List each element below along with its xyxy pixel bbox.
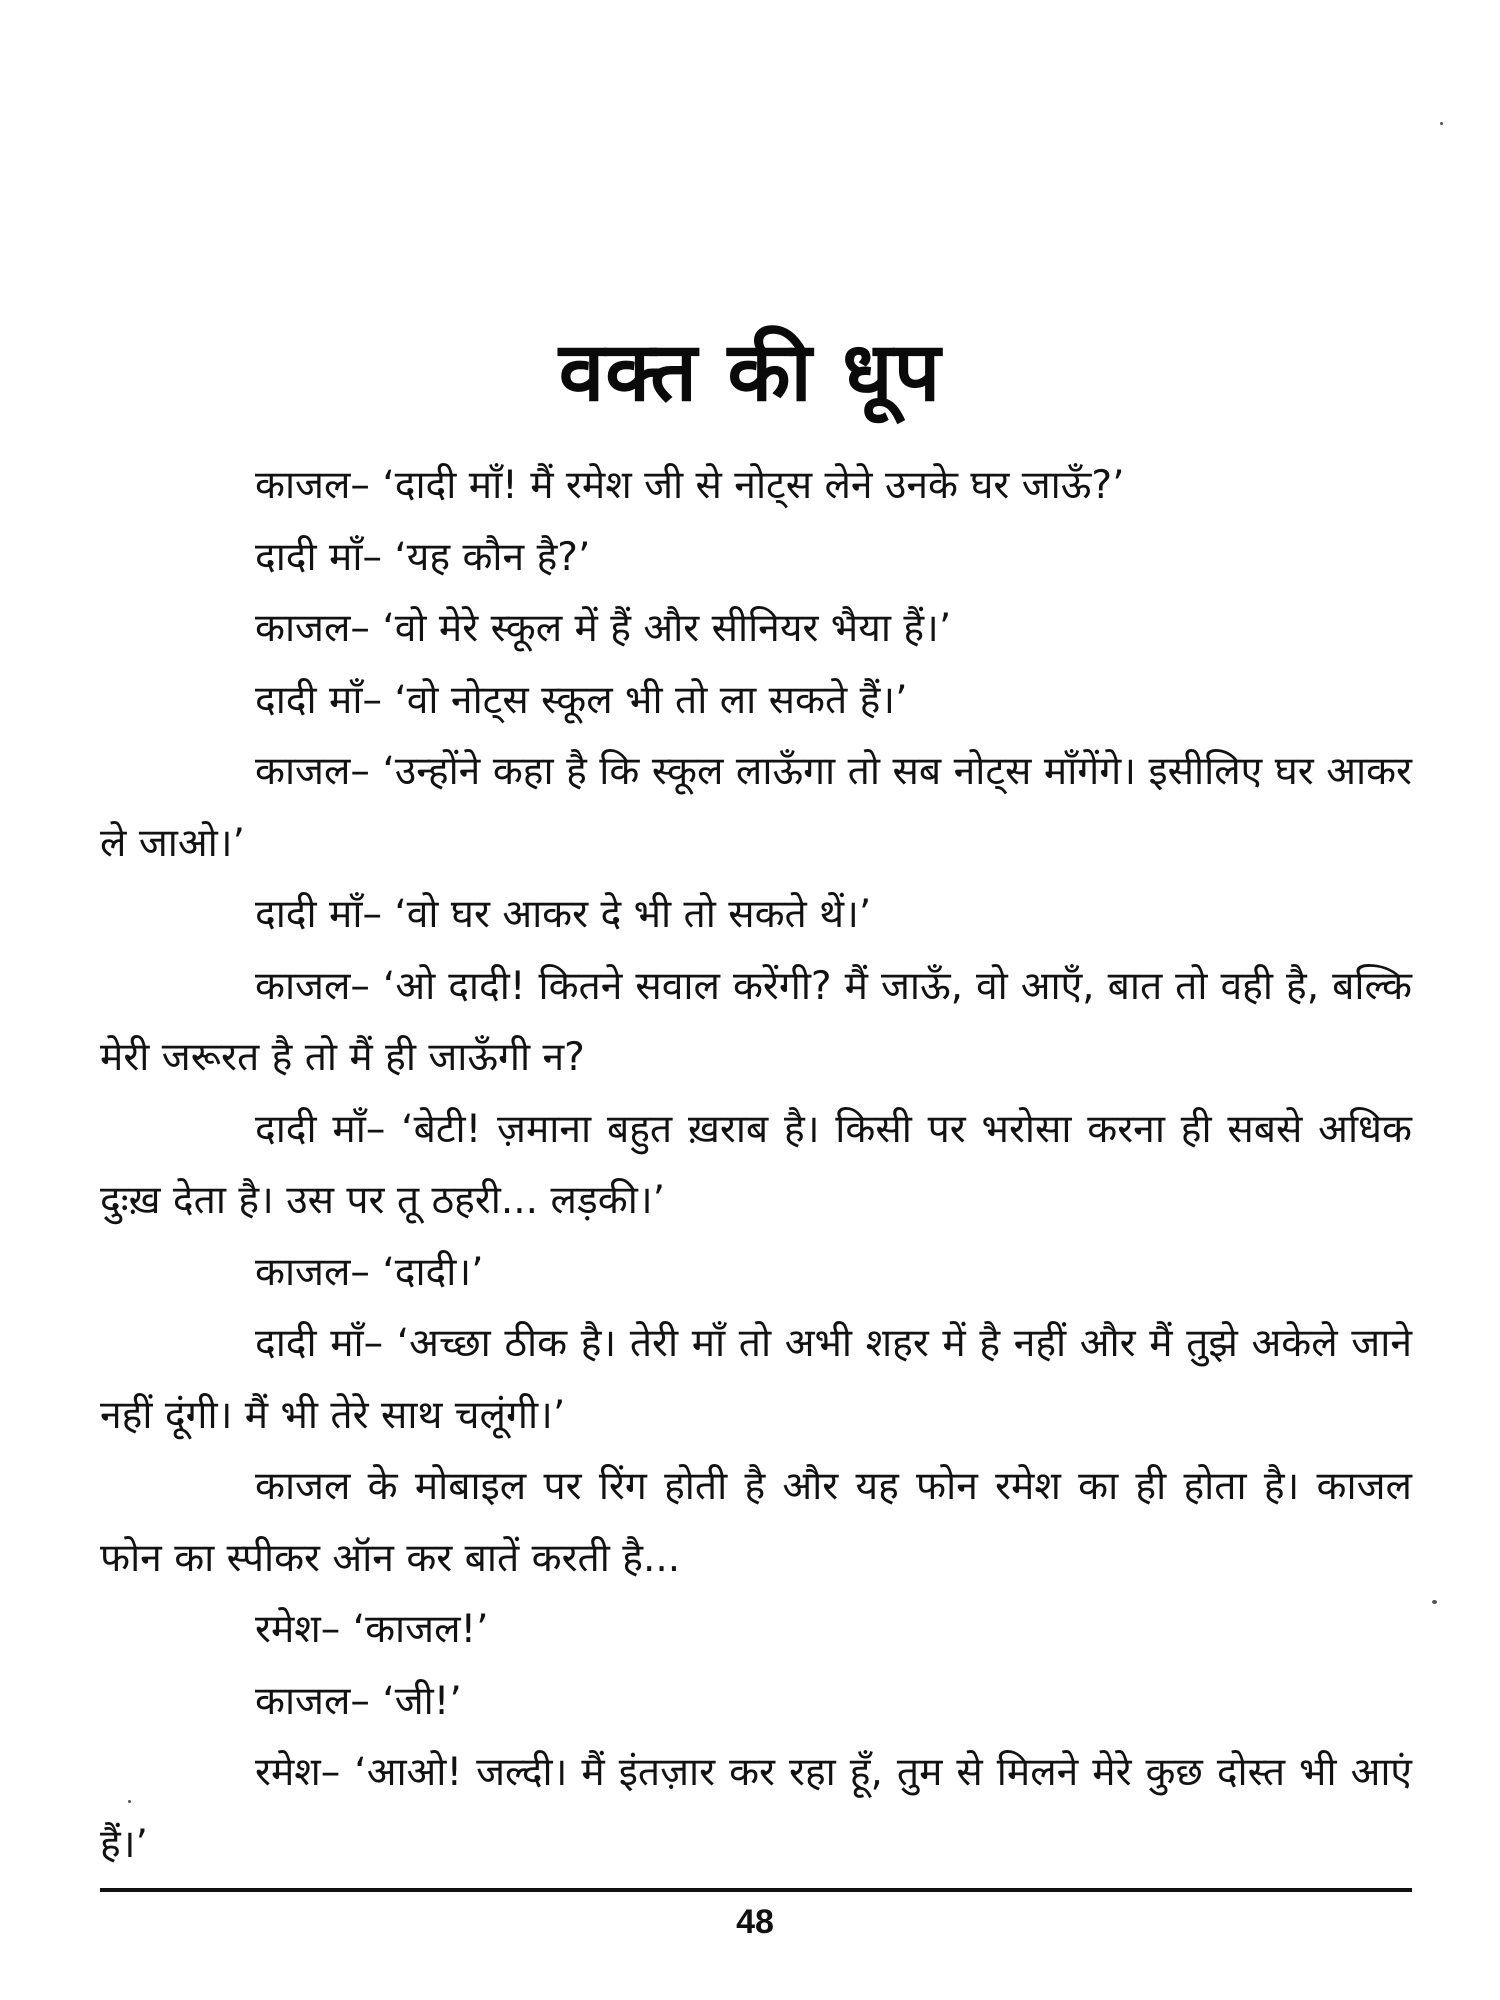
paragraph-text: ‘यह कौन है?’ (381, 534, 591, 580)
paragraph-text: ‘दादी।’ (369, 1249, 484, 1295)
page-number: 48 (736, 1903, 774, 1941)
speaker-label: काजल– (255, 463, 370, 508)
chapter-title: वक्त की धूप (558, 324, 942, 420)
speaker-label: काजल– (255, 1249, 370, 1295)
scan-speck (128, 1800, 131, 1803)
speaker-label: रमेश– (255, 1750, 341, 1795)
speaker-label: काजल– (255, 963, 370, 1009)
paragraph (100, 1737, 1412, 1880)
speaker-label: काजल– (255, 749, 370, 794)
dialogue-body (100, 450, 1412, 1880)
paragraph (100, 665, 1412, 737)
paragraph (100, 879, 1412, 951)
paragraph (100, 1666, 1412, 1738)
scan-speck (1440, 122, 1443, 125)
paragraph-text: काजल के मोबाइल पर रिंग होती है और यह फोन रमेश का ही होता है। काजल फोन का स्पीकर ऑन कर बातें करती है... (100, 1464, 1412, 1581)
paragraph-text: ‘वो नोट्स स्कूल भी तो ला सकते हैं।’ (381, 677, 908, 723)
paragraph (100, 593, 1412, 665)
paragraph-text: ‘अच्छा ठीक है। तेरी माँ तो अभी शहर में है नहीं और मैं तुझे अकेले जाने नहीं दूंगी। मैं भी तेरे साथ चलूंगी।’ (100, 1321, 1412, 1438)
speaker-label: रमेश– (255, 1607, 341, 1652)
footer-rule (100, 1888, 1412, 1892)
paragraph-text: ‘उन्होंने कहा है कि स्कूल लाऊँगा तो सब नोट्स माँगेंगे। इसीलिए घर आकर ले जाओ।’ (100, 749, 1412, 866)
paragraph (100, 1594, 1412, 1666)
paragraph-text: ‘वो मेरे स्कूल में हैं और सीनियर भैया हैं।’ (369, 606, 952, 651)
speaker-label: दादी माँ– (255, 677, 382, 723)
paragraph (100, 522, 1412, 594)
speaker-label: काजल– (255, 1678, 370, 1724)
speaker-label: दादी माँ– (255, 534, 382, 580)
paragraph-text: ‘आओ! जल्दी। मैं इंतज़ार कर रहा हूँ, तुम से मिलने मेरे कुछ दोस्त भी आएं हैं।’ (100, 1750, 1412, 1867)
paragraph-text: ‘वो घर आकर दे भी तो सकते थें।’ (381, 892, 872, 937)
scan-speck (1432, 1600, 1437, 1604)
paragraph-text: ‘ओ दादी! कितने सवाल करेंगी? मैं जाऊँ, वो आएँ, बात तो वही है, बल्कि मेरी जरूरत है तो मैं ही जाऊँगी न? (100, 963, 1412, 1080)
paragraph (100, 450, 1412, 522)
paragraph (100, 1308, 1412, 1451)
paragraph (100, 1237, 1412, 1309)
paragraph (100, 1451, 1412, 1594)
paragraph (100, 736, 1412, 879)
speaker-label: काजल– (255, 606, 370, 651)
paragraph-text: ‘दादी माँ! मैं रमेश जी से नोट्स लेने उनके घर जाऊँ?’ (369, 463, 1125, 508)
paragraph-text: ‘जी!’ (369, 1678, 462, 1724)
paragraph (100, 951, 1412, 1094)
paragraph-text: ‘बेटी! ज़माना बहुत ख़राब है। किसी पर भरोसा करना ही सबसे अधिक दुःख़ देता है। उस पर तू ठहरी... लड़की।’ (100, 1106, 1412, 1223)
speaker-label: दादी माँ– (255, 1106, 386, 1152)
paragraph-text: ‘काजल!’ (340, 1607, 489, 1652)
speaker-label: दादी माँ– (255, 892, 382, 937)
paragraph (100, 1094, 1412, 1237)
speaker-label: दादी माँ– (255, 1321, 384, 1366)
